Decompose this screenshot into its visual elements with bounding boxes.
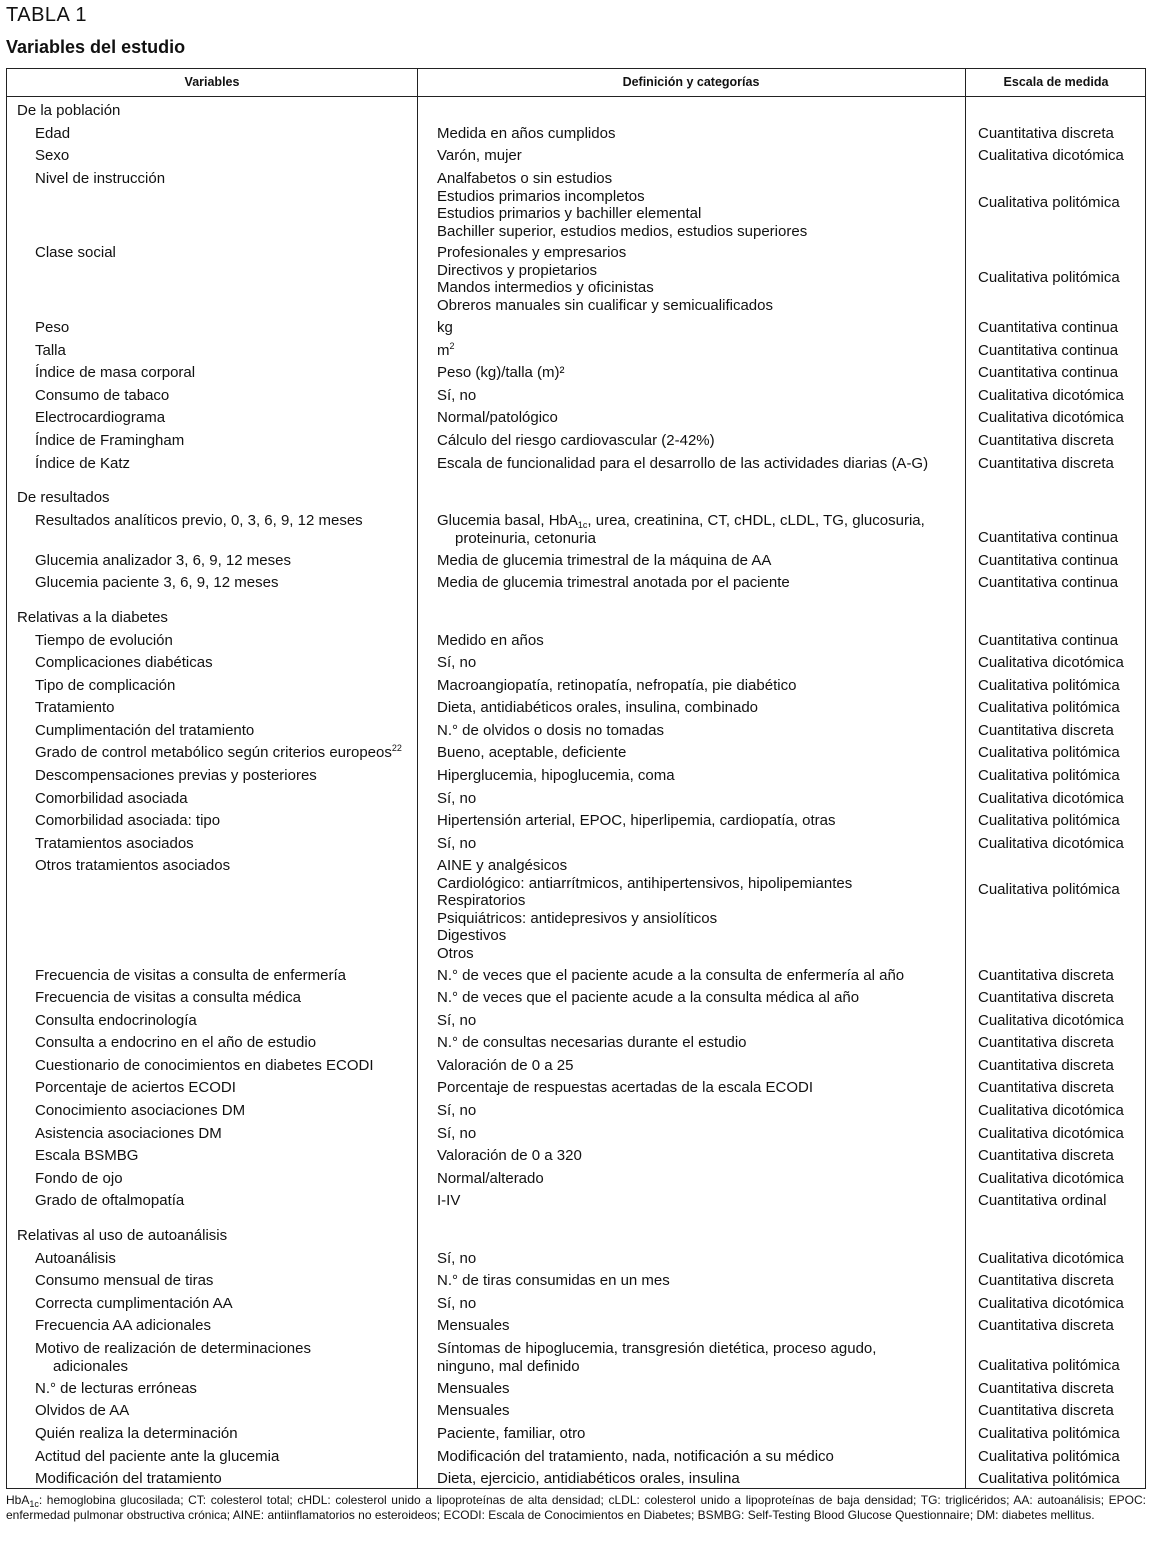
variable-cell: Tiempo de evolución <box>35 632 173 649</box>
definition-cell: Mensuales <box>437 1402 510 1419</box>
variable-cell: Modificación del tratamiento <box>35 1470 222 1487</box>
variable-cell: Edad <box>35 125 71 142</box>
category-line: Cardiológico: antiarrítmicos, antihipertensivos, hipolipemiantes <box>437 874 853 892</box>
definition-cell: Sí, no <box>437 1125 477 1142</box>
category-line: Digestivos <box>437 927 507 944</box>
definition-cell: Normal/alterado <box>437 1170 544 1187</box>
scale-cell: Cuantitativa discreta <box>978 432 1114 449</box>
definition-line <box>437 512 961 530</box>
column-divider <box>965 69 966 1488</box>
variable-cell: Índice de masa corporal <box>35 364 196 381</box>
subscript: 1c <box>29 1499 39 1509</box>
category-line: AINE y analgésicos <box>437 857 568 874</box>
variable-cell: Clase social <box>35 244 116 261</box>
variable-cell: Fondo de ojo <box>35 1170 123 1187</box>
definition-cell: Varón, mujer <box>437 147 522 164</box>
definition-cell: Macroangiopatía, retinopatía, nefropatía, pie diabético <box>437 677 797 694</box>
scale-cell: Cualitativa politómica <box>978 699 1120 716</box>
variable-cell: Tipo de complicación <box>35 677 176 694</box>
section-title: Relativas al uso de autoanálisis <box>17 1227 228 1244</box>
variable-cell: Descompensaciones previas y posteriores <box>35 767 317 784</box>
variable-cell <box>35 744 410 762</box>
variable-cell: Resultados analíticos previo, 0, 3, 6, 9, 12 meses <box>35 512 363 529</box>
definition-cell: N.° de tiras consumidas en un mes <box>437 1272 670 1289</box>
category-line: Analfabetos o sin estudios <box>437 170 613 187</box>
table-label: TABLA 1 <box>6 4 87 26</box>
variable-cell: Electrocardiograma <box>35 409 166 426</box>
scale-cell: Cualitativa dicotómica <box>978 409 1124 426</box>
scale-cell: Cualitativa dicotómica <box>978 147 1124 164</box>
variable-text: Grado de control metabólico según criterios europeos <box>35 744 392 761</box>
variable-cell: Cuestionario de conocimientos en diabetes ECODI <box>35 1057 374 1074</box>
scale-cell: Cuantitativa discreta <box>978 1147 1114 1164</box>
scale-cell: Cuantitativa continua <box>978 632 1119 649</box>
category-line: Obreros manuales sin cualificar y semicualificados <box>437 296 773 314</box>
variable-cell: Porcentaje de aciertos ECODI <box>35 1079 236 1096</box>
definition-cell: N.° de veces que el paciente acude a la consulta de enfermería al año <box>437 967 905 984</box>
definition-cell: Sí, no <box>437 387 477 404</box>
scale-cell: Cualitativa dicotómica <box>978 1102 1124 1119</box>
section-title: De resultados <box>17 489 110 506</box>
column-divider <box>417 69 418 1488</box>
variable-cell: Índice de Katz <box>35 455 131 472</box>
scale-cell: Cuantitativa continua <box>978 529 1119 546</box>
variable-cell: Comorbilidad asociada: tipo <box>35 812 221 829</box>
definition-cell: Escala de funcionalidad para el desarrollo de las actividades diarias (A-G) <box>437 455 929 472</box>
definition-cell: kg <box>437 319 453 336</box>
scale-cell: Cualitativa dicotómica <box>978 790 1124 807</box>
definition-cell: Normal/patológico <box>437 409 558 426</box>
definition-cell: Valoración de 0 a 320 <box>437 1147 582 1164</box>
definition-cell: Paciente, familiar, otro <box>437 1425 586 1442</box>
definition-line: Síntomas de hipoglucemia, transgresión dietética, proceso agudo, <box>437 1340 877 1357</box>
definition-cell: Hipertensión arterial, EPOC, hiperlipemia, cardiopatía, otras <box>437 812 836 829</box>
scale-cell: Cualitativa politómica <box>978 1425 1120 1442</box>
definition-cell: Dieta, ejercicio, antidiabéticos orales, insulina <box>437 1470 740 1487</box>
scale-cell: Cualitativa politómica <box>978 812 1120 829</box>
definition-text: , urea, creatinina, CT, cHDL, cLDL, TG, glucosuria, <box>587 512 925 529</box>
variable-cell: Quién realiza la determinación <box>35 1425 238 1442</box>
scale-cell: Cualitativa politómica <box>978 269 1120 286</box>
variable-cell: Actitud del paciente ante la glucemia <box>35 1448 280 1465</box>
definition-cell: Sí, no <box>437 1102 477 1119</box>
definition-cell: N.° de veces que el paciente acude a la consulta médica al año <box>437 989 860 1006</box>
scale-cell: Cuantitativa discreta <box>978 989 1114 1006</box>
header-divider <box>7 96 1145 97</box>
variable-cell: Talla <box>35 342 66 359</box>
unit-text: m <box>437 342 450 359</box>
category-line: Mandos intermedios y oficinistas <box>437 279 654 296</box>
scale-cell: Cualitativa politómica <box>978 1470 1120 1487</box>
scale-cell: Cuantitativa discreta <box>978 967 1114 984</box>
definition-cell: I-IV <box>437 1192 461 1209</box>
definition-cell: Sí, no <box>437 1012 477 1029</box>
footnote-abbrev: HbA <box>6 1493 30 1507</box>
definition-cell: N.° de consultas necesarias durante el estudio <box>437 1034 747 1051</box>
definition-cell: Valoración de 0 a 25 <box>437 1057 574 1074</box>
scale-cell: Cuantitativa discreta <box>978 722 1114 739</box>
definition-cell: Cálculo del riesgo cardiovascular (2-42%) <box>437 432 715 449</box>
category-line: Respiratorios <box>437 892 526 909</box>
variable-cell: Olvidos de AA <box>35 1402 130 1419</box>
variable-cell: Conocimiento asociaciones DM <box>35 1102 246 1119</box>
definition-cell: Mensuales <box>437 1317 510 1334</box>
variable-cell: Sexo <box>35 147 70 164</box>
variable-cell: Índice de Framingham <box>35 432 185 449</box>
reference-superscript: 22 <box>391 743 402 753</box>
scale-cell: Cualitativa dicotómica <box>978 835 1124 852</box>
definition-cell: Media de glucemia trimestral de la máquina de AA <box>437 552 772 569</box>
variable-cell: Grado de oftalmopatía <box>35 1192 185 1209</box>
scale-cell: Cuantitativa discreta <box>978 1079 1114 1096</box>
variable-cell: Tratamiento <box>35 699 115 716</box>
variable-cell: Autoanálisis <box>35 1250 116 1267</box>
definition-cell <box>437 342 961 360</box>
variable-cell: Complicaciones diabéticas <box>35 654 213 671</box>
variable-cell: Cumplimentación del tratamiento <box>35 722 255 739</box>
definition-cell: Peso (kg)/talla (m)² <box>437 364 565 381</box>
footnote-text: : hemoglobina glucosilada; CT: colesterol total; cHDL: colesterol unido a lipoproteínas de alta densidad; cLDL: colesterol unido a lipoproteínas de baja densidad; TG: triglicéridos; AA: autoanálisis; EPOC: enfermedad pulmonar obstructiva crónica; AINE: antiinflamatorios no esteroideos; ECODI: Escala de Conocimientos en Diabetes; BSMBG: Self-Testing Blood Glucose Questionnaire; DM: diabetes mellitus. <box>6 1493 1146 1522</box>
variable-cell: Consumo mensual de tiras <box>35 1272 214 1289</box>
header-scale: Escala de medida <box>1003 75 1109 89</box>
scale-cell: Cualitativa dicotómica <box>978 1125 1124 1142</box>
scale-cell: Cualitativa politómica <box>978 881 1120 898</box>
variable-cell: Peso <box>35 319 70 336</box>
variable-cell: Glucemia paciente 3, 6, 9, 12 meses <box>35 574 279 591</box>
scale-cell: Cualitativa dicotómica <box>978 1012 1124 1029</box>
variable-cell: Comorbilidad asociada <box>35 790 188 807</box>
variables-table <box>6 68 1146 1489</box>
category-line: Otros <box>437 944 474 962</box>
variable-cell: Nivel de instrucción <box>35 170 166 187</box>
header-variables: Variables <box>184 75 240 89</box>
category-line: Estudios primarios incompletos <box>437 187 645 205</box>
superscript: 2 <box>449 341 455 351</box>
definition-cell: Hiperglucemia, hipoglucemia, coma <box>437 767 675 784</box>
definition-cell: Media de glucemia trimestral anotada por el paciente <box>437 574 790 591</box>
scale-cell: Cualitativa dicotómica <box>978 1250 1124 1267</box>
variable-cell: Frecuencia de visitas a consulta de enfermería <box>35 967 346 984</box>
category-line: Estudios primarios y bachiller elemental <box>437 205 702 222</box>
category-line: Bachiller superior, estudios medios, estudios superiores <box>437 222 808 240</box>
scale-cell: Cuantitativa discreta <box>978 1034 1114 1051</box>
definition-line: ninguno, mal definido <box>437 1357 580 1375</box>
definition-text: Glucemia basal, HbA <box>437 512 578 529</box>
scale-cell: Cualitativa politómica <box>978 677 1120 694</box>
scale-cell: Cualitativa politómica <box>978 1448 1120 1465</box>
variable-cell <box>35 1340 410 1375</box>
scale-cell: Cuantitativa continua <box>978 364 1119 381</box>
definition-cell <box>437 512 961 547</box>
definition-cell: Bueno, aceptable, deficiente <box>437 744 627 761</box>
variable-cell: Consulta endocrinología <box>35 1012 197 1029</box>
variable-cell: Consulta a endocrino en el año de estudio <box>35 1034 317 1051</box>
scale-cell: Cualitativa dicotómica <box>978 1295 1124 1312</box>
scale-cell: Cualitativa dicotómica <box>978 654 1124 671</box>
scale-cell: Cuantitativa discreta <box>978 1057 1114 1074</box>
scale-cell: Cuantitativa continua <box>978 319 1119 336</box>
scale-cell: Cuantitativa discreta <box>978 1380 1114 1397</box>
variable-cell: Frecuencia AA adicionales <box>35 1317 211 1334</box>
scale-cell: Cuantitativa ordinal <box>978 1192 1107 1209</box>
scale-cell: Cualitativa dicotómica <box>978 1170 1124 1187</box>
definition-cell: Medido en años <box>437 632 544 649</box>
definition-cell: Mensuales <box>437 1380 510 1397</box>
scale-cell: Cuantitativa discreta <box>978 1402 1114 1419</box>
scale-cell: Cualitativa politómica <box>978 744 1120 761</box>
scale-cell: Cuantitativa discreta <box>978 1317 1114 1334</box>
definition-cell: Sí, no <box>437 654 477 671</box>
scale-cell: Cuantitativa continua <box>978 342 1119 359</box>
definition-cell: N.° de olvidos o dosis no tomadas <box>437 722 664 739</box>
variable-cell: Glucemia analizador 3, 6, 9, 12 meses <box>35 552 291 569</box>
definition-cell <box>437 170 961 240</box>
table-footnote <box>6 1493 1146 1522</box>
header-definition: Definición y categorías <box>622 75 760 89</box>
category-line: Psiquiátricos: antidepresivos y ansiolíticos <box>437 909 718 927</box>
definition-cell <box>437 1340 961 1375</box>
section-title: Relativas a la diabetes <box>17 609 168 626</box>
scale-cell: Cualitativa politómica <box>978 1357 1120 1374</box>
variable-cell: Correcta cumplimentación AA <box>35 1295 233 1312</box>
definition-cell: Porcentaje de respuestas acertadas de la escala ECODI <box>437 1079 814 1096</box>
scale-cell: Cuantitativa discreta <box>978 1272 1114 1289</box>
definition-cell <box>437 244 961 314</box>
definition-cell: Dieta, antidiabéticos orales, insulina, combinado <box>437 699 759 716</box>
definition-line: proteinuria, cetonuria <box>455 529 596 547</box>
variable-cell: Asistencia asociaciones DM <box>35 1125 222 1142</box>
scale-cell: Cualitativa politómica <box>978 194 1120 211</box>
variable-cell: Otros tratamientos asociados <box>35 857 231 874</box>
variable-line: Motivo de realización de determinaciones <box>35 1340 311 1357</box>
variable-cell: N.° de lecturas erróneas <box>35 1380 197 1397</box>
table-title: Variables del estudio <box>6 37 186 57</box>
subscript: 1c <box>577 520 588 530</box>
scale-cell: Cuantitativa discreta <box>978 125 1114 142</box>
category-line: Directivos y propietarios <box>437 261 598 279</box>
variable-cell: Tratamientos asociados <box>35 835 194 852</box>
definition-cell: Sí, no <box>437 790 477 807</box>
definition-cell: Sí, no <box>437 1295 477 1312</box>
variable-cell: Escala BSMBG <box>35 1147 139 1164</box>
definition-cell: Modificación del tratamiento, nada, notificación a su médico <box>437 1448 834 1465</box>
definition-cell: Sí, no <box>437 835 477 852</box>
variable-line: adicionales <box>53 1357 129 1375</box>
scale-cell: Cuantitativa discreta <box>978 455 1114 472</box>
section-title: De la población <box>17 102 121 119</box>
definition-cell: Medida en años cumplidos <box>437 125 616 142</box>
category-line: Profesionales y empresarios <box>437 244 627 261</box>
scale-cell: Cualitativa politómica <box>978 767 1120 784</box>
variable-cell: Frecuencia de visitas a consulta médica <box>35 989 301 1006</box>
scale-cell: Cualitativa dicotómica <box>978 387 1124 404</box>
scale-cell: Cuantitativa continua <box>978 574 1119 591</box>
definition-cell: Sí, no <box>437 1250 477 1267</box>
scale-cell: Cuantitativa continua <box>978 552 1119 569</box>
definition-cell <box>437 857 961 962</box>
variable-cell: Consumo de tabaco <box>35 387 170 404</box>
